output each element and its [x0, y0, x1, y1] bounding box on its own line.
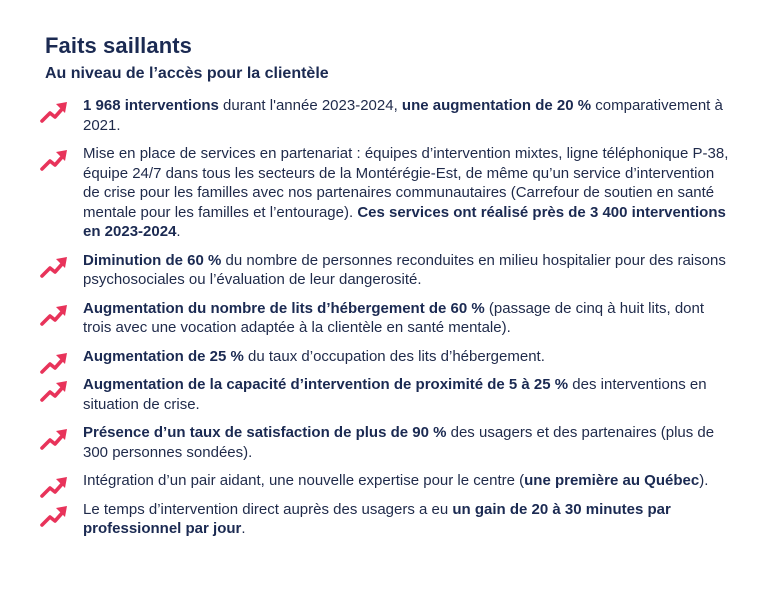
trend-up-arrow-icon	[39, 504, 69, 528]
page-title: Faits saillants	[45, 33, 193, 58]
highlight-emphasis: un gain de 20 à 30 minutes par professionnel par jour	[83, 500, 671, 537]
page-subtitle: Au niveau de l’accès pour la clientèle	[45, 65, 329, 82]
highlight-emphasis: 1 968 interventions	[83, 97, 219, 114]
highlight-text: Le temps d’intervention direct auprès des usagers a eu	[83, 500, 453, 518]
highlight-emphasis: Augmentation du nombre de lits d’hébergement de 60 %	[83, 299, 485, 317]
highlight-item	[45, 375, 735, 414]
highlight-text: .	[176, 223, 181, 240]
trend-up-arrow-icon	[39, 148, 69, 172]
highlight-text: durant l'année 2023-2024,	[218, 97, 402, 114]
highlight-text: du nombre de personnes reconduites en milieu hospitalier pour des raisons psychosociales ou l’évaluation de leur dangerosité.	[83, 251, 726, 288]
highlight-item	[45, 500, 735, 539]
highlight-emphasis: une première au Québec	[524, 472, 700, 489]
trend-up-arrow-icon	[39, 427, 69, 451]
highlight-emphasis: Augmentation de la capacité d’intervention de proximité de 5 à 25 %	[83, 376, 569, 393]
highlight-item	[45, 423, 735, 462]
highlights-list	[45, 96, 735, 539]
highlight-text: (passage de cinq à huit lits, dont trois avec une vocation adaptée à la clientèle en santé mentale).	[83, 299, 705, 336]
trend-up-arrow-icon	[39, 100, 69, 124]
highlight-text: des interventions en situation de crise.	[83, 376, 707, 413]
highlight-item	[45, 471, 735, 491]
trend-up-arrow-icon	[39, 351, 69, 375]
highlight-emphasis: Présence d’un taux de satisfaction de plus de 90 %	[83, 424, 447, 441]
trend-up-arrow-icon	[39, 303, 69, 327]
highlight-emphasis: Diminution de 60 %	[83, 251, 222, 269]
highlight-text: ).	[699, 472, 709, 489]
highlight-item	[45, 251, 735, 290]
highlight-text: comparativement à 2021.	[83, 97, 723, 134]
highlight-text: Intégration d’un pair aidant, une nouvelle expertise pour le centre (	[83, 472, 525, 489]
trend-up-arrow-icon	[39, 475, 69, 499]
highlight-item	[45, 299, 735, 338]
trend-up-arrow-icon	[39, 379, 69, 403]
highlight-emphasis: Augmentation de 25 %	[83, 347, 244, 365]
highlight-text: des usagers et des partenaires (plus de 300 personnes sondées).	[83, 424, 715, 461]
highlight-item	[45, 347, 735, 367]
highlight-emphasis: Ces services ont réalisé près de 3 400 interventions en 2023-2024	[83, 203, 726, 240]
highlight-item	[45, 144, 735, 242]
highlight-text: Mise en place de services en partenariat : équipes d’intervention mixtes, ligne téléphonique P-38, équipe 24/7 dans tous les secteurs de la Montérégie-Est, de même qu’un service d’intervention de crise pour les familles avec nos partenaires communautaires (Carrefour de soutien en santé mentale pour les familles et l’entourage).	[83, 145, 729, 221]
trend-up-arrow-icon	[39, 255, 69, 279]
highlight-item	[45, 96, 735, 135]
highlight-emphasis: une augmentation de 20 %	[401, 97, 592, 114]
highlight-text: .	[241, 520, 246, 537]
highlight-text: du taux d’occupation des lits d’hébergement.	[243, 347, 545, 365]
